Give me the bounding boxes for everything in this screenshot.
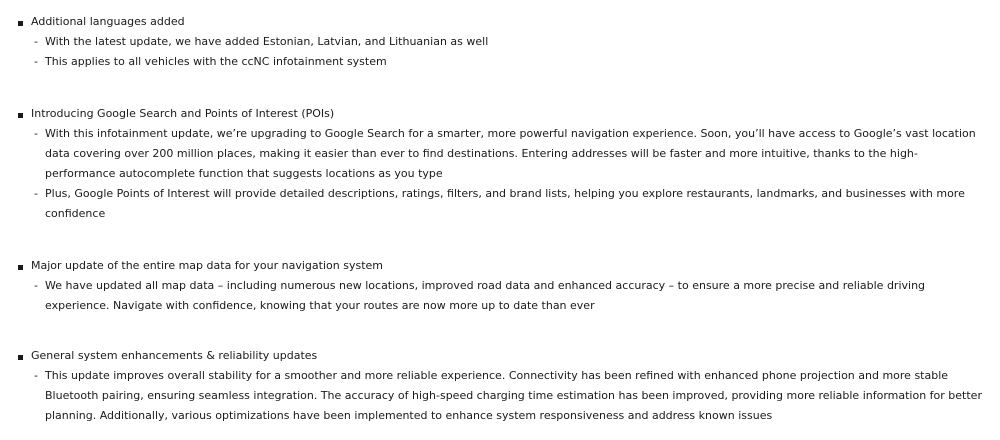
- list-item-text: We have updated all map data – including numerous new locations, improved road data and enhanced accuracy – to ensure a more precise and reliable driving experience. Navigate with confidence, knowing that your routes are now more up to date than ever: [45, 279, 926, 312]
- dash-bullet: -: [34, 187, 38, 200]
- section-heading-text: Additional languages added: [31, 15, 185, 28]
- section-heading-text: Introducing Google Search and Points of Interest (POIs): [31, 107, 335, 120]
- list-item: [0, 124, 1000, 184]
- section-map-data-update: [0, 256, 1000, 316]
- list-item: [0, 52, 1000, 72]
- list-item: [0, 184, 1000, 224]
- section-heading: [0, 346, 1000, 366]
- section-heading: [0, 104, 1000, 124]
- list-item-text: With this infotainment update, we’re upgrading to Google Search for a smarter, more powerful navigation experience. Soon, you’ll have access to Google’s vast location data covering over 200 million places, making it easier than ever to find destinations. Entering addresses will be faster and more intuitive, thanks to the high-performance autocomplete function that suggests locations as you type: [45, 127, 976, 180]
- dash-bullet: -: [34, 127, 38, 140]
- square-bullet-icon: [18, 113, 23, 118]
- list-item-text: Plus, Google Points of Interest will provide detailed descriptions, ratings, filters, and brand lists, helping you explore restaurants, landmarks, and businesses with more confidence: [45, 187, 965, 220]
- list-item-text: This update improves overall stability for a smoother and more reliable experience. Connectivity has been refined with enhanced phone projection and more stable Bluetooth pairing, ensuring seamless integration. The accuracy of high-speed charging time estimation has been improved, providing more reliable information for better planning. Additionally, various optimizations have been implemented to enhance system responsiveness and address known issues: [45, 369, 982, 422]
- dash-bullet: -: [34, 369, 38, 382]
- dash-bullet: -: [34, 55, 38, 68]
- list-item-text: With the latest update, we have added Estonian, Latvian, and Lithuanian as well: [45, 35, 489, 48]
- list-item: [0, 366, 1000, 426]
- section-heading-text: General system enhancements & reliability updates: [31, 349, 318, 362]
- section-system-enhancements: [0, 346, 1000, 426]
- dash-bullet: -: [34, 279, 38, 292]
- square-bullet-icon: [18, 355, 23, 360]
- square-bullet-icon: [18, 21, 23, 26]
- list-item: [0, 276, 1000, 316]
- section-heading: [0, 256, 1000, 276]
- section-google-search-pois: [0, 104, 1000, 224]
- section-heading: [0, 12, 1000, 32]
- list-item-text: This applies to all vehicles with the ccNC infotainment system: [45, 55, 387, 68]
- section-additional-languages: [0, 12, 1000, 72]
- list-item: [0, 32, 1000, 52]
- square-bullet-icon: [18, 265, 23, 270]
- section-heading-text: Major update of the entire map data for your navigation system: [31, 259, 383, 272]
- dash-bullet: -: [34, 35, 38, 48]
